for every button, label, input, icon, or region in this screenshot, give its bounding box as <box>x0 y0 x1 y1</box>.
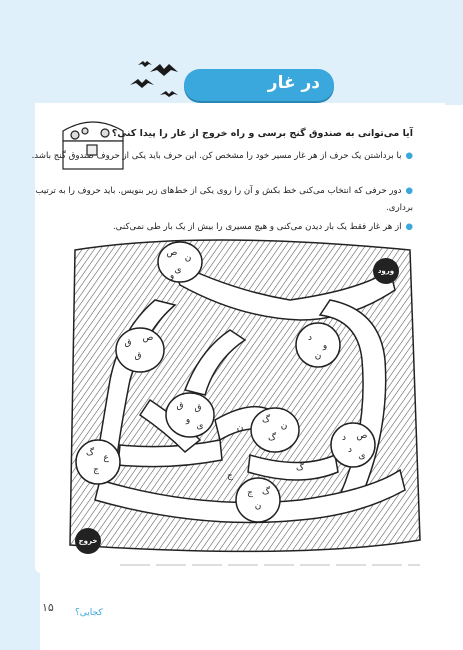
bullet-icon: ● <box>405 151 413 161</box>
letter-23: ع <box>103 453 109 463</box>
footer-text: کجایی؟ <box>75 608 103 618</box>
letter-2: ن <box>184 253 192 263</box>
cave-5 <box>251 408 299 452</box>
letter-18: د <box>341 433 347 443</box>
letter-26: گ <box>261 487 271 497</box>
bullet-icon: ● <box>405 222 413 232</box>
cave-6 <box>331 423 375 467</box>
letter-13: و <box>185 415 191 425</box>
letter-5: ق <box>124 338 132 348</box>
instruction-2-text: دور حرفی که انتخاب می‌کنی خط بکش و آن را روی یکی از خط‌های زیر بنویس. باید حروف را به ترتیب برداری. <box>35 186 413 213</box>
cave-2 <box>116 328 164 372</box>
letter-9: و <box>322 341 328 351</box>
cave-1 <box>158 242 202 282</box>
letter-11: ق <box>176 401 184 411</box>
letter-17: گ <box>267 433 277 443</box>
letter-15: گ <box>261 415 271 425</box>
letter-3: ی <box>174 265 182 275</box>
letter-16: ن <box>280 421 288 431</box>
instruction-3-text: از هر غار فقط یک بار دیدن می‌کنی و هیچ مسیری را بیش از یک بار طی نمی‌کنی. <box>112 222 402 232</box>
exit-label: خروج <box>75 528 101 554</box>
letter-24: ج <box>93 465 99 475</box>
letter-21: ی <box>358 451 366 461</box>
letter-20: د <box>347 445 353 455</box>
letter-8: د <box>307 333 313 343</box>
letter-4: و <box>169 271 175 281</box>
instruction-1-text: با برداشتن یک حرف از هر غار مسیر خود را مشخص کن. این حرف باید یکی از حروف صندوق گنج باشد. <box>31 151 402 161</box>
letter-6: ص <box>142 333 154 343</box>
cave-8 <box>236 478 280 522</box>
bullet-icon: ● <box>405 186 413 196</box>
letter-19: ص <box>356 431 368 441</box>
letter-1: ص <box>166 248 178 258</box>
letter-25: ج <box>247 488 253 498</box>
question-text: آیا می‌توانی به صندوق گنج برسی و راه خروج از غار را پیدا کنی؟ <box>111 128 413 139</box>
letter-29: ج <box>227 471 233 481</box>
letter-30: گ <box>295 463 305 473</box>
letter-28: ن <box>236 423 244 433</box>
letter-27: ن <box>254 501 262 511</box>
letter-10: ن <box>314 351 322 361</box>
page-title: در غار <box>267 73 320 93</box>
answer-lines <box>120 564 420 566</box>
letter-22: گ <box>85 448 95 458</box>
letter-7: ق <box>134 351 142 361</box>
entrance-label: ورود <box>373 258 399 284</box>
cave-7 <box>76 440 120 484</box>
page-number: ۱۵ <box>42 601 54 614</box>
letter-14: ی <box>196 421 204 431</box>
letter-12: ق <box>194 403 202 413</box>
